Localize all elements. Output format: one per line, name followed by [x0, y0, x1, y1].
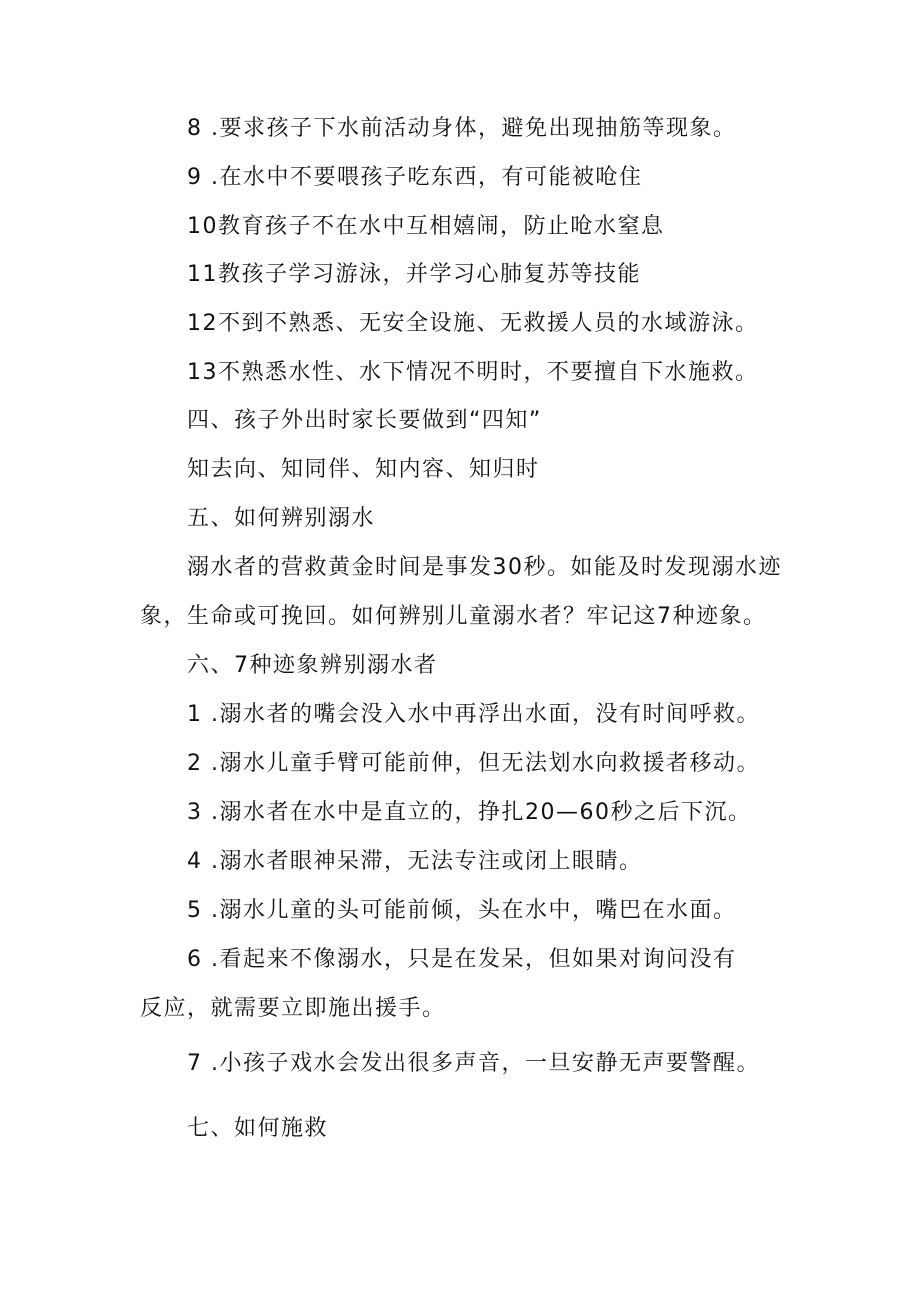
tip-8: 8 .要求孩子下水前活动身体，避免出现抽筋等现象。 — [187, 116, 737, 141]
sign-1: 1 .溺水者的嘴会没入水中再浮出水面，没有时间呼救。 — [187, 702, 760, 727]
section-heading-4: 四、孩子外出时家长要做到“四知” — [187, 408, 542, 433]
sign-5: 5 .溺水儿童的头可能前倾，头在水中，嘴巴在水面。 — [187, 898, 737, 923]
sign-3: 3 .溺水者在水中是直立的，挣扎20—60秒之后下沉。 — [187, 800, 752, 825]
section-heading-7: 七、如何施救 — [187, 1116, 329, 1141]
paragraph-line-2: 象，生命或可挽回。如何辨别儿童溺水者？牢记这7种迹象。 — [140, 604, 767, 629]
section-heading-5: 五、如何辨别溺水 — [187, 506, 376, 531]
tip-12: 12不到不熟悉、无安全设施、无救援人员的水域游泳。 — [187, 311, 759, 336]
section-heading-6: 六、7种迹象辨别溺水者 — [187, 653, 438, 678]
tip-11: 11教孩子学习游泳，并学习心肺复苏等技能 — [187, 262, 641, 287]
tip-10: 10教育孩子不在水中互相嬉闹，防止呛水窒息 — [187, 214, 665, 239]
sign-6-line-2: 反应，就需要立即施出援手。 — [140, 996, 446, 1021]
sign-7: 7 .小孩子戏水会发出很多声音，一旦安静无声要警醒。 — [187, 1051, 760, 1076]
sign-4: 4 .溺水者眼神呆滞，无法专注或闭上眼睛。 — [187, 849, 643, 874]
four-knows-text: 知去向、知同伴、知内容、知归时 — [187, 457, 540, 482]
paragraph-line-1: 溺水者的营救黄金时间是事发30秒。如能及时发现溺水迹 — [187, 555, 782, 580]
sign-2: 2 .溺水儿童手臂可能前伸，但无法划水向救援者移动。 — [187, 751, 760, 776]
sign-6-line-1: 6 .看起来不像溺水，只是在发呆，但如果对询问没有 — [187, 947, 737, 972]
tip-9: 9 .在水中不要喂孩子吃东西，有可能被呛住 — [187, 165, 643, 190]
tip-13: 13不熟悉水性、水下情况不明时，不要擅自下水施救。 — [187, 360, 759, 385]
